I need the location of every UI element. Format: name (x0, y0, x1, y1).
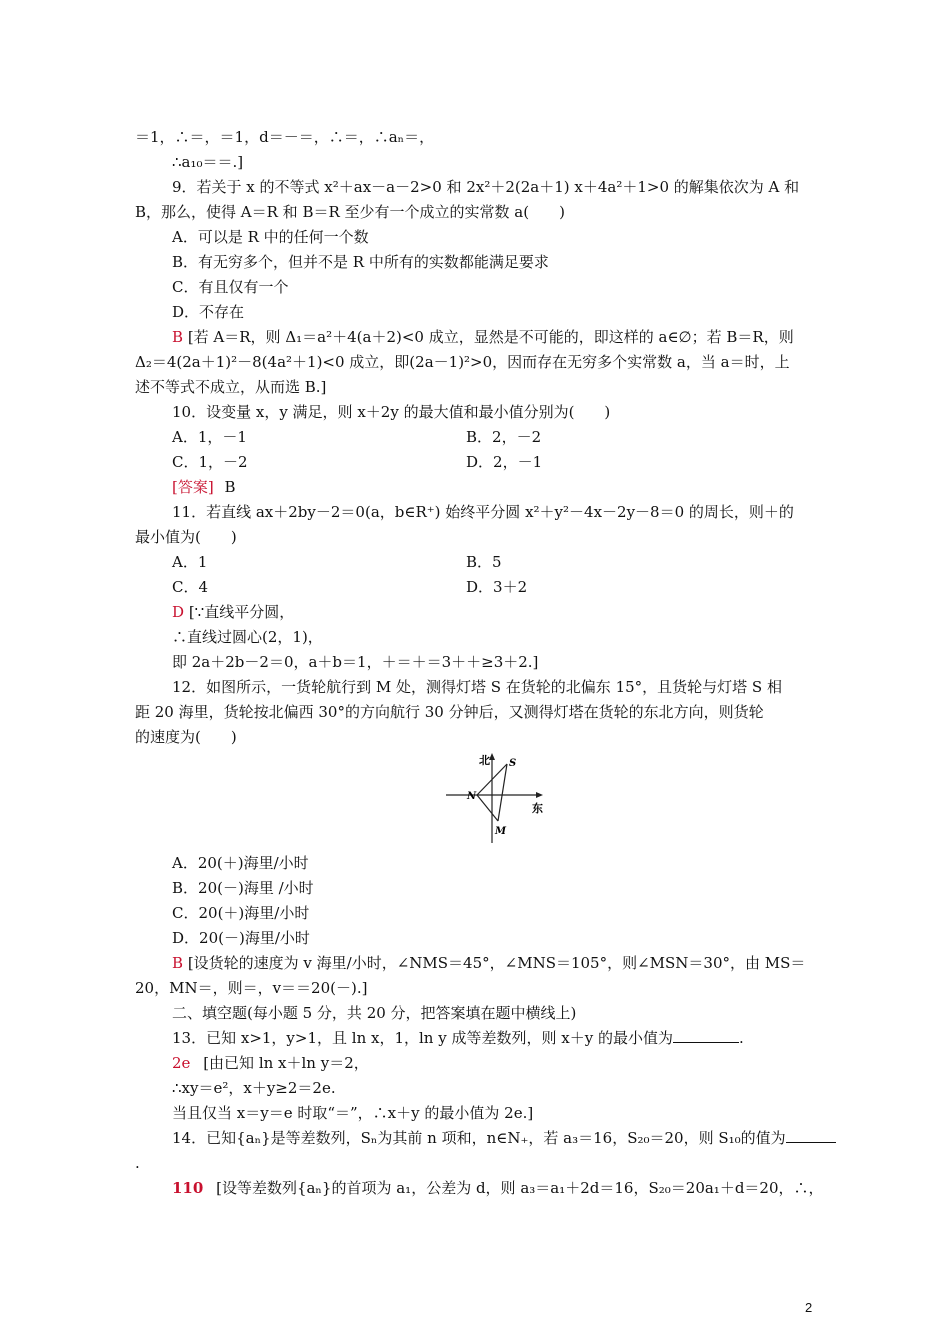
answer-13-text: [由已知 ln x＋ln y＝2， (203, 1054, 369, 1072)
question-11-option-a: A．1 (172, 553, 208, 571)
answer-9-line3: 述不等式不成立，从而选 B.] (135, 378, 327, 396)
answer-14-key: 110 (172, 1179, 204, 1197)
answer-9-key: B (172, 328, 184, 346)
solution-8-result: ∴a₁₀＝＝.] (172, 153, 244, 171)
question-10-option-d: D．2，－1 (466, 453, 543, 471)
answer-10 (172, 476, 236, 498)
answer-11-key: D (172, 603, 185, 621)
section-2-heading: 二、填空题(每小题 5 分，共 20 分，把答案填在题中横线上) (172, 1004, 577, 1022)
question-10-option-a: A．1，－1 (172, 428, 247, 446)
solution-8-line: ＝1，∴＝，＝1，d＝－＝，∴＝，∴aₙ＝， (135, 128, 435, 146)
answer-11-line3: 即 2a＋2b－2＝0，a＋b＝1，＋＝＋＝3＋＋≥3＋2.] (172, 653, 539, 671)
question-14 (172, 1127, 836, 1149)
question-12-stem-end: 的速度为( ) (135, 728, 237, 746)
answer-10-key: B (224, 478, 236, 496)
point-n-label: N (467, 791, 477, 802)
answer-10-tag: [答案] (172, 478, 214, 496)
point-s-label: S (509, 758, 517, 769)
question-11-stem: 11．若直线 ax＋2by－2＝0(a，b∈R⁺) 始终平分圆 x²＋y²－4x－2y－8＝0 的周长，则＋的 (172, 503, 794, 521)
answer-14-text: [设等差数列{aₙ}的首项为 a₁，公差为 d，则 a₃＝a₁＋2d＝16，S₂₀＝20a₁＋d＝20，∴， (216, 1179, 824, 1197)
answer-12 (172, 952, 805, 974)
answer-12-line2: 20，MN＝，则＝，v＝＝20(－).] (135, 979, 368, 997)
answer-11-line2: ∴直线过圆心(2，1)， (172, 628, 323, 646)
question-14-end: . (135, 1154, 140, 1172)
question-11-stem-cont: 最小值为( ) (135, 528, 237, 546)
segment-mn (477, 795, 498, 821)
answer-13-key: 2e (172, 1054, 191, 1072)
east-label: 东 (532, 802, 543, 815)
north-label: 北 (479, 754, 490, 767)
answer-9-line2: Δ₂＝4(2a＋1)²－8(4a²＋1)<0 成立，即(2a－1)²>0，因而存在无穷多个实常数 a，当 a＝时，上 (135, 353, 790, 371)
question-9-option-d: D．不存在 (172, 303, 245, 321)
answer-14 (172, 1177, 824, 1199)
question-12-stem-cont: 距 20 海里，货轮按北偏西 30°的方向航行 30 分钟后，又测得灯塔在货轮的东北方向，则货轮 (135, 703, 764, 721)
question-12-option-b: B．20(－)海里 /小时 (172, 879, 314, 897)
east-arrow-icon (536, 792, 543, 798)
question-12-option-a: A．20(＋)海里/小时 (172, 854, 309, 872)
answer-13-line2: ∴xy＝e²，x＋y≥2＝2e. (172, 1079, 336, 1097)
answer-9-text: [若 A＝R，则 Δ₁＝a²＋4(a＋2)<0 成立，显然是不可能的，即这样的 a∈∅；若 B＝R，则 (187, 328, 794, 346)
answer-12-text: [设货轮的速度为 v 海里/小时，∠NMS＝45°，∠MNS＝105°，则∠MSN＝30°，由 MS＝ (187, 954, 806, 972)
point-m-label: M (495, 826, 507, 837)
navigation-diagram (446, 748, 556, 848)
question-10-option-b: B．2，－2 (466, 428, 542, 446)
question-9-stem-cont: B，那么，使得 A＝R 和 B＝R 至少有一个成立的实常数 a( ) (135, 203, 565, 221)
question-9-option-c: C．有且仅有一个 (172, 278, 289, 296)
question-11-option-c: C．4 (172, 578, 209, 596)
question-11-option-b: B．5 (466, 553, 502, 571)
answer-11 (172, 601, 294, 623)
question-12-option-c: C．20(＋)海里/小时 (172, 904, 310, 922)
question-11-option-d: D．3＋2 (466, 578, 528, 596)
question-12-stem: 12．如图所示，一货轮航行到 M 处，测得灯塔 S 在货轮的北偏东 15°，且货轮与灯塔 S 相 (172, 678, 782, 696)
question-9-option-b: B．有无穷多个，但并不是 R 中所有的实数都能满足要求 (172, 253, 549, 271)
question-14-stem: 14．已知{aₙ}是等差数列，Sₙ为其前 n 项和，n∈N₊，若 a₃＝16，S₂₀＝20，则 S₁₀的值为 (172, 1129, 786, 1147)
question-13-stem: 13．已知 x>1，y>1，且 ln x，1，ln y 成等差数列，则 x＋y 的最小值为 (172, 1029, 673, 1047)
answer-13 (172, 1052, 369, 1074)
answer-11-text: [∵直线平分圆， (188, 603, 295, 621)
answer-blank (673, 1028, 739, 1043)
answer-13-line3: 当且仅当 x＝y＝e 时取“＝”，∴x＋y 的最小值为 2e.] (172, 1104, 534, 1122)
question-9-stem: 9．若关于 x 的不等式 x²＋ax－a－2>0 和 2x²＋2(2a＋1) x＋4a²＋1>0 的解集依次为 A 和 (172, 178, 800, 196)
question-9-option-a: A．可以是 R 中的任何一个数 (172, 228, 369, 246)
question-13: 13．已知 x>1，y>1，且 ln x，1，ln y 成等差数列，则 x＋y 的最小值为 . (172, 1029, 744, 1047)
question-12-option-d: D．20(－)海里/小时 (172, 929, 310, 947)
page-number: 2 (805, 1300, 813, 1315)
answer-blank (786, 1128, 836, 1143)
answer-9 (172, 326, 794, 348)
question-10-option-c: C．1，－2 (172, 453, 248, 471)
question-10-stem: 10．设变量 x，y 满足，则 x＋2y 的最大值和最小值分别为( ) (172, 403, 611, 421)
answer-12-key: B (172, 954, 184, 972)
